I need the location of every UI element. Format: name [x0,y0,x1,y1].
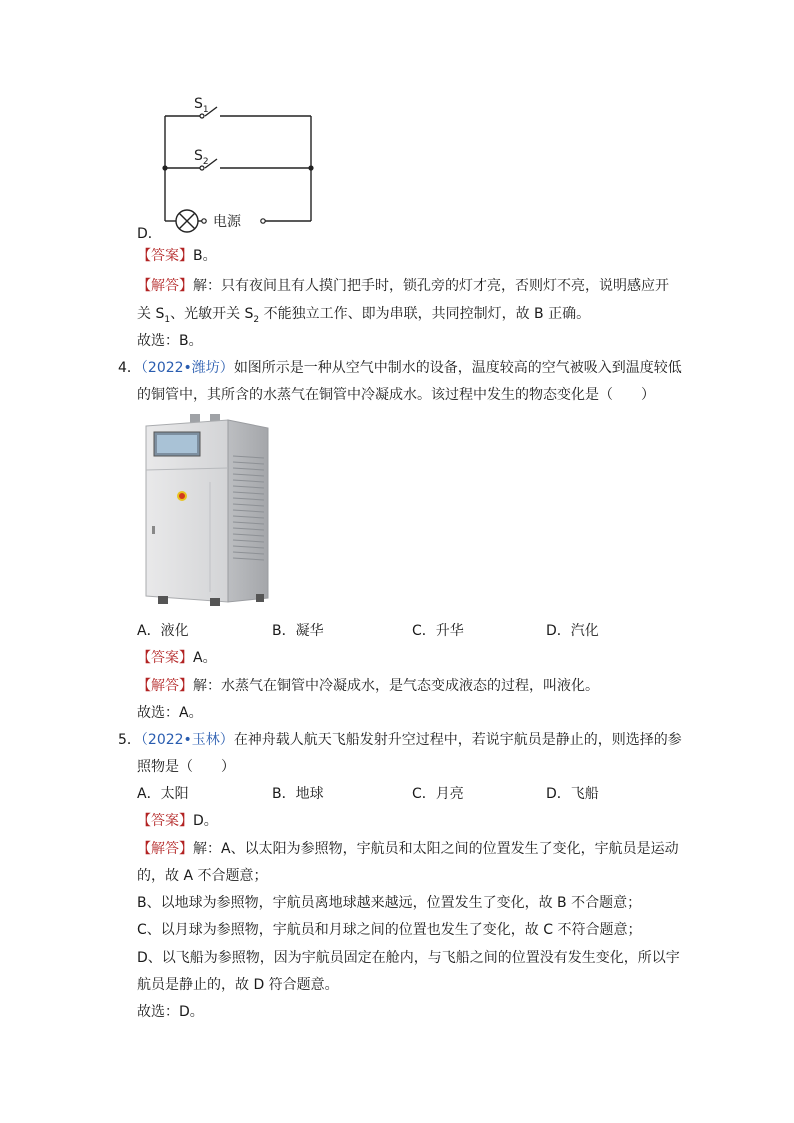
q5-answer: 【答案】D。 [137,813,218,829]
q4-option-d: D．汽化 [546,623,599,639]
s2-sub: 2 [202,157,209,167]
q5-stem-line1: 5．（2022•玉林）在神舟载人航天飞船发射升空过程中，若说宇航员是静止的，则选择的参 [118,732,682,748]
q3-answer: 【答案】B。 [137,248,217,264]
power-label: 电源 [213,214,241,230]
q5-analysis-line1: 【解答】解：A、以太阳为参照物，宇航员和太阳之间的位置发生了变化，宇航员是运动 [137,841,679,857]
q3-choose: 故选：B。 [137,333,203,349]
q5-option-d: D．飞船 [546,786,599,802]
svg-text:S1 [194,96,209,115]
q5-option-a: A．太阳 [137,786,189,802]
s1-sub: 1 [202,105,209,115]
q3-analysis-line2: 关 $S_1$、光敏开关 $S_2$ 不能独立工作、即为串联，共同控制灯，故 B 正确。 [137,306,591,325]
q5-stem-line2: 照物是（ ） [137,759,235,775]
q4-stem-line1: 4．（2022•潍坊）如图所示是一种从空气中制水的设备，温度较高的空气被吸入到温度较低 [118,360,682,376]
q5-analysis-line3: B、以地球为参照物，宇航员离地球越来越远，位置发生了变化，故 B 不合题意； [137,895,642,911]
q5-analysis-line2: 的，故 A 不合题意； [137,868,268,884]
q4-analysis: 【解答】解：水蒸气在铜管中冷凝成水，是气态变成液态的过程，叫液化。 [137,678,599,694]
circuit-diagram [0,0,794,260]
q4-option-a: A．液化 [137,623,189,639]
q5-option-c: C．月亮 [412,786,464,802]
q4-answer: 【答案】A。 [137,650,217,666]
q4-choose: 故选：A。 [137,705,203,721]
q3-analysis-line1: 【解答】解：只有夜间且有人摸门把手时，锁孔旁的灯才亮，否则灯不亮，说明感应开 [137,278,669,294]
q5-analysis-line6: 航员是静止的，故 D 符合题意。 [137,977,339,993]
q4-stem-line2: 的铜管中，其所含的水蒸气在铜管中冷凝成水。该过程中发生的物态变化是（ ） [137,387,655,403]
s1-label: S [194,96,203,112]
water-machine-image [138,412,298,612]
q5-option-b: B．地球 [272,786,324,802]
q5-analysis-line5: D、以飞船为参照物，因为宇航员固定在舱内，与飞船之间的位置没有发生变化，所以宇 [137,950,680,966]
s2-label: S [194,148,203,164]
q5-analysis-line4: C、以月球为参照物，宇航员和月球之间的位置也发生了变化，故 C 不符合题意； [137,922,642,938]
q5-choose: 故选：D。 [137,1004,204,1020]
lamp-symbol [176,210,198,232]
option-d-label: D． [137,226,162,242]
q4-option-c: C．升华 [412,623,464,639]
svg-text:S2 [194,148,209,167]
q4-option-b: B．凝华 [272,623,324,639]
